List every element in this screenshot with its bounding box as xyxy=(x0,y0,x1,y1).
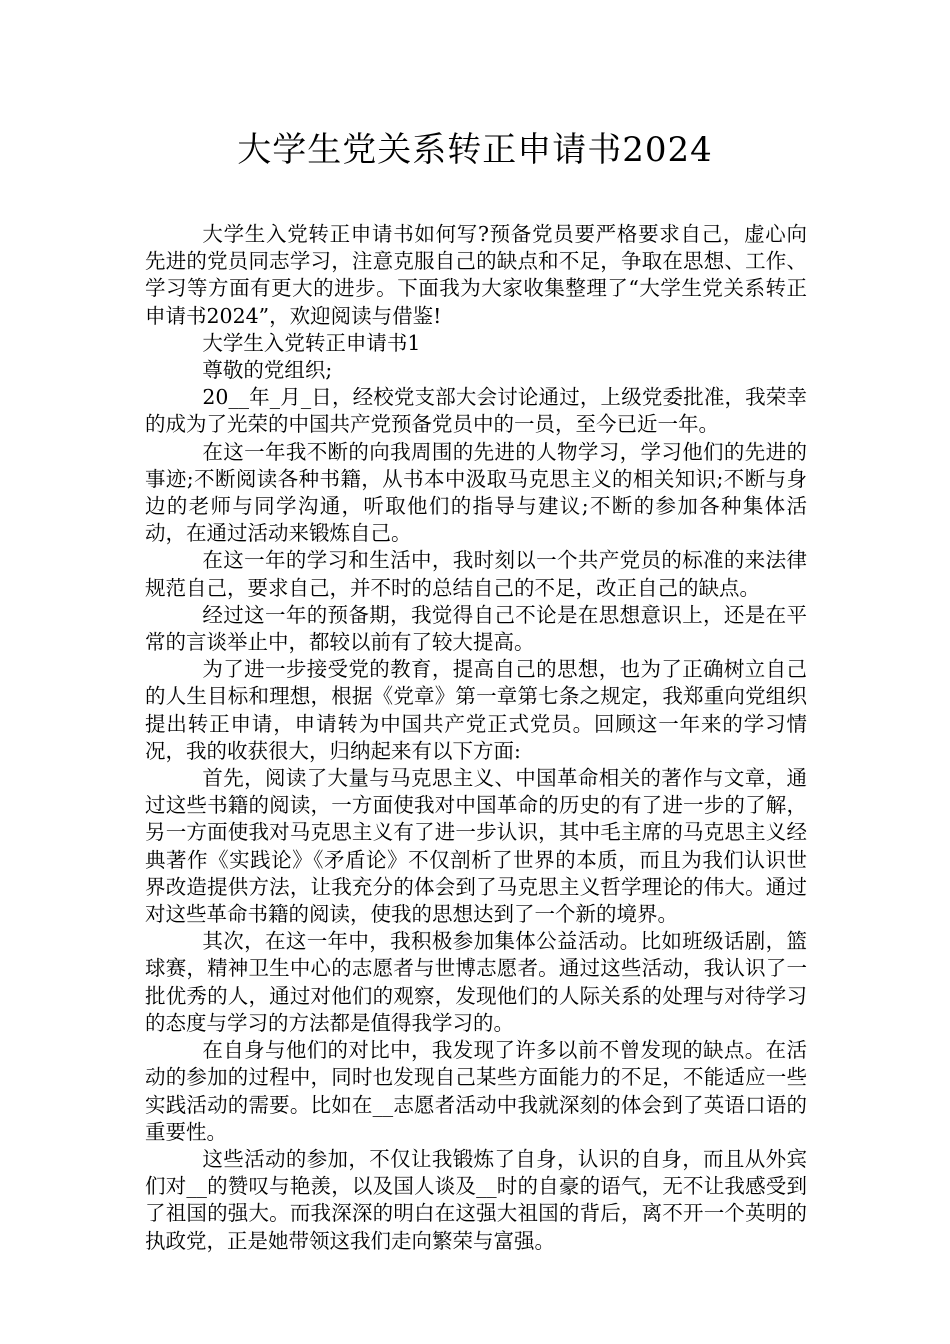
paragraph: 20__年_月_日，经校党支部大会讨论通过，上级党委批准，我荣幸的成为了光荣的中国共产党预备党员中的一员，至今已近一年。 xyxy=(145,385,807,437)
document-title: 大学生党关系转正申请书2024 xyxy=(237,130,713,170)
paragraph: 在这一年我不断的向我周围的先进的人物学习，学习他们的先进的事迹;不断阅读各种书籍，从书本中汲取马克思主义的相关知识;不断与身边的老师与同学沟通，听取他们的指导与建议;不断的参加各种集体活动，在通过活动来锻炼自己。 xyxy=(145,439,807,546)
paragraph-heading: 大学生入党转正申请书1 xyxy=(202,330,421,355)
paragraph: 在这一年的学习和生活中，我时刻以一个共产党员的标准的来法律规范自己，要求自己，并不时的总结自己的不足，改正自己的缺点。 xyxy=(145,548,807,600)
paragraph: 为了进一步接受党的教育，提高自己的思想，也为了正确树立自己的人生目标和理想，根据《党章》第一章第七条之规定，我郑重向党组织提出转正申请，申请转为中国共产党正式党员。回顾这一年来的学习情况，我的收获很大，归纳起来有以下方面: xyxy=(145,657,807,763)
paragraph: 经过这一年的预备期，我觉得自己不论是在思想意识上，还是在平常的言谈举止中，都较以前有了较大提高。 xyxy=(145,602,807,655)
paragraph-salutation: 尊敬的党组织; xyxy=(202,358,333,383)
paragraph: 这些活动的参加，不仅让我锻炼了自身，认识的自身，而且从外宾们对__的赞叹与艳羡，以及国人谈及__时的自豪的语气，无不让我感受到了祖国的强大。而我深深的明白在这强大祖国的背后，离不开一个英明的执政党，正是她带领这我们走向繁荣与富强。 xyxy=(145,1146,807,1253)
paragraph: 其次，在这一年中，我积极参加集体公益活动。比如班级话剧，篮球赛，精神卫生中心的志愿者与世博志愿者。通过这些活动，我认识了一批优秀的人，通过对他们的观察，发现他们的人际关系的处理与对待学习的态度与学习的方法都是值得我学习的。 xyxy=(145,929,807,1035)
document-body xyxy=(145,221,807,1255)
paragraph-intro: 大学生入党转正申请书如何写?预备党员要严格要求自己，虚心向先进的党员同志学习，注意克服自己的缺点和不足，争取在思想、工作、学习等方面有更大的进步。下面我为大家收集整理了“大学生党关系转正申请书2024”，欢迎阅读与借鉴! xyxy=(145,222,807,328)
paragraph: 在自身与他们的对比中，我发现了许多以前不曾发现的缺点。在活动的参加的过程中，同时也发现自己某些方面能力的不足，不能适应一些实践活动的需要。比如在__志愿者活动中我就深刻的体会到了英语口语的重要性。 xyxy=(145,1038,807,1144)
paragraph: 首先，阅读了大量与马克思主义、中国革命相关的著作与文章，通过这些书籍的阅读，一方面使我对中国革命的历史的有了进一步的了解，另一方面使我对马克思主义有了进一步认识，其中毛主席的马克思主义经典著作《实践论》《矛盾论》不仅剖析了世界的本质，而且为我们认识世界改造提供方法，让我充分的体会到了马克思主义哲学理论的伟大。通过对这些革命书籍的阅读，使我的思想达到了一个新的境界。 xyxy=(145,766,807,927)
